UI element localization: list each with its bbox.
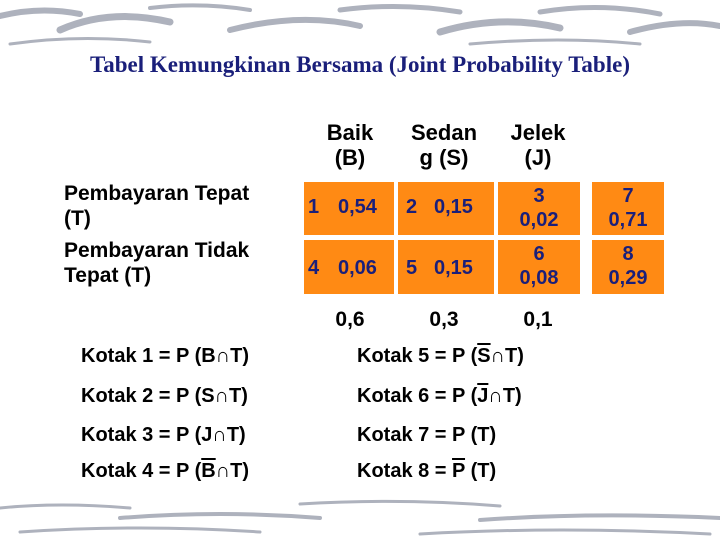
formula-event: S xyxy=(201,385,215,407)
top-brush-decoration xyxy=(0,0,720,50)
kotak-1-formula xyxy=(81,345,249,368)
col-total-sedang: 0,3 xyxy=(429,308,459,331)
formula-prefix: Kotak 8 = xyxy=(357,460,453,482)
cell-box-5 xyxy=(398,240,494,294)
formula-suffix: T) xyxy=(229,385,248,407)
formula-event: J xyxy=(201,424,213,446)
formula-prefix: Kotak 5 = P ( xyxy=(357,345,478,367)
kotak-8-formula xyxy=(357,460,496,483)
formula-complement: $\overline{J}$ xyxy=(477,385,489,407)
cell-value: 0,15 xyxy=(434,196,473,218)
row-label-line1: Pembayaran Tepat xyxy=(64,182,250,205)
formula-complement: $\overline{B}$ xyxy=(201,460,216,482)
formula-prefix: Kotak 7 = P (T) xyxy=(357,424,497,446)
intersection-icon: ∩ xyxy=(214,385,230,407)
row-total-box-7 xyxy=(592,182,664,235)
formula-prefix: Kotak 1 = P ( xyxy=(81,345,202,367)
row-label-tepat xyxy=(64,181,249,231)
intersection-icon: ∩ xyxy=(212,424,227,446)
row-label-line2: (T) xyxy=(64,207,91,230)
col-header-baik xyxy=(310,120,390,170)
kotak-4-formula xyxy=(81,460,249,483)
col-header-line2: (J) xyxy=(524,145,552,170)
intersection-icon: ∩ xyxy=(215,345,231,367)
formula-prefix: Kotak 6 = P ( xyxy=(357,385,478,407)
cell-index: 2 xyxy=(406,196,418,218)
formula-suffix: T) xyxy=(226,424,246,446)
col-total-jelek: 0,1 xyxy=(523,308,553,331)
cell-index: 6 xyxy=(533,243,545,265)
row-total-box-8 xyxy=(592,240,664,294)
kotak-5-formula xyxy=(357,345,524,368)
cell-index: 1 xyxy=(308,196,320,218)
row-label-line1: Pembayaran Tidak xyxy=(64,239,250,262)
cell-box-4 xyxy=(304,240,394,294)
col-total-baik: 0,6 xyxy=(335,308,365,331)
cell-box-6 xyxy=(498,240,580,294)
intersection-icon: ∩ xyxy=(215,460,231,482)
formula-suffix: T) xyxy=(230,460,250,482)
row-label-line2: Tepat (T) xyxy=(64,264,152,287)
formula-suffix: T) xyxy=(230,345,250,367)
formula-suffix: T) xyxy=(505,345,524,367)
intersection-icon: ∩ xyxy=(488,385,503,407)
cell-value: 0,71 xyxy=(608,209,648,231)
cell-box-3 xyxy=(498,182,580,235)
col-header-line2: (B) xyxy=(334,145,366,170)
cell-box-1 xyxy=(304,182,394,235)
cell-box-2 xyxy=(398,182,494,235)
formula-event: B xyxy=(201,345,216,367)
row-label-tidak-tepat xyxy=(64,238,249,288)
col-header-line1: Jelek xyxy=(510,120,566,145)
bottom-brush-decoration xyxy=(0,494,720,540)
cell-index: 4 xyxy=(308,257,320,279)
col-header-line2: g (S) xyxy=(419,145,469,170)
cell-index: 3 xyxy=(533,185,545,207)
slide-title: Tabel Kemungkinan Bersama (Joint Probability Table) xyxy=(90,52,630,77)
col-header-jelek xyxy=(498,120,578,170)
formula-prefix: Kotak 3 = P ( xyxy=(81,424,202,446)
cell-value: 0,54 xyxy=(338,196,377,218)
formula-complement: $\overline{P}$ xyxy=(452,460,466,482)
col-header-sedang xyxy=(398,120,490,170)
col-header-line1: Sedan xyxy=(410,120,478,145)
col-header-line1: Baik xyxy=(326,120,374,145)
formula-suffix: T) xyxy=(502,385,522,407)
kotak-2-formula xyxy=(81,385,248,408)
cell-index: 7 xyxy=(622,185,634,207)
cell-value: 0,02 xyxy=(519,209,559,231)
formula-complement: $\overline{S}$ xyxy=(477,345,491,367)
kotak-3-formula xyxy=(81,424,246,447)
cell-value: 0,06 xyxy=(338,257,377,279)
formula-prefix: Kotak 4 = P ( xyxy=(81,460,202,482)
formula-suffix: (T) xyxy=(465,460,497,482)
cell-index: 8 xyxy=(622,243,634,265)
kotak-7-formula xyxy=(357,424,496,447)
cell-value: 0,29 xyxy=(608,267,648,289)
formula-prefix: Kotak 2 = P ( xyxy=(81,385,202,407)
cell-value: 0,08 xyxy=(519,267,559,289)
cell-value: 0,15 xyxy=(434,257,473,279)
cell-index: 5 xyxy=(406,257,418,279)
kotak-6-formula xyxy=(357,385,522,408)
intersection-icon: ∩ xyxy=(490,345,506,367)
